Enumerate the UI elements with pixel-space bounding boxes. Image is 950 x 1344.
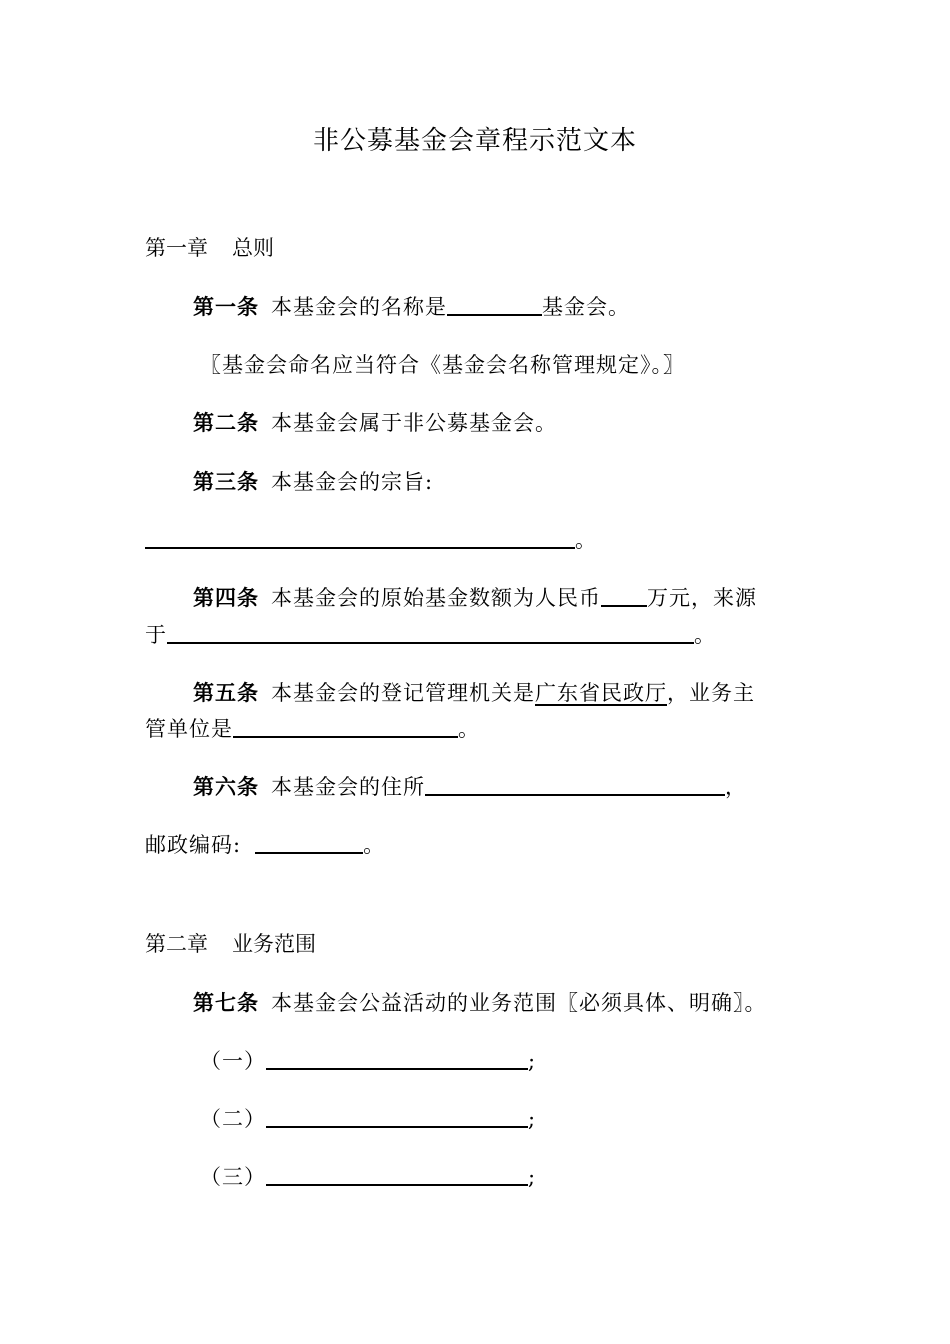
postal-code-label: 邮政编码: [145, 833, 242, 857]
article-1 [193, 291, 630, 321]
article-4 [193, 582, 757, 612]
article-4-text-a: 本基金会的原始基金数额为人民币 [271, 586, 601, 610]
article-7-label: 第七条 [193, 991, 259, 1015]
list-item-end: ; [528, 1165, 537, 1189]
article-1-note: 〖基金会命名应当符合《基金会名称管理规定》。〗 [200, 353, 685, 377]
chapter-1-label: 第一章 [145, 236, 208, 260]
document-title: 非公募基金会章程示范文本 [312, 126, 637, 156]
list-item-end: ; [528, 1107, 537, 1131]
supervising-unit-blank [233, 714, 458, 738]
article-3-end: 。 [575, 528, 597, 552]
article-6-text-a: 本基金会的住所 [271, 775, 425, 799]
list-item-end: ; [528, 1049, 537, 1073]
article-1-text-a: 本基金会的名称是 [271, 295, 447, 319]
article-7-text: 本基金会公益活动的业务范围〖必须具体、明确〗。 [271, 991, 767, 1015]
chapter-2-heading [145, 928, 316, 958]
address-blank [425, 772, 725, 796]
article-5-text-a: 本基金会的登记管理机关是 [271, 681, 535, 705]
list-item [200, 1103, 536, 1133]
article-6-end: ， [725, 775, 747, 799]
article-1-label: 第一条 [193, 295, 259, 319]
list-item [200, 1161, 536, 1191]
list-item-number: （一） [200, 1049, 266, 1073]
postal-code-line [145, 829, 385, 859]
article-5 [193, 677, 755, 707]
article-1-text-b: 基金会。 [542, 295, 630, 319]
article-4-end: 。 [694, 623, 716, 647]
list-item-blank [266, 1046, 528, 1070]
article-5-text-b: ，业务主 [667, 681, 755, 705]
foundation-name-blank [447, 292, 542, 316]
article-5-label: 第五条 [193, 681, 259, 705]
chapter-2-name: 业务范围 [232, 932, 316, 956]
purpose-blank [145, 525, 575, 549]
article-3-text: 本基金会的宗旨: [271, 470, 434, 494]
list-item-blank [266, 1104, 528, 1128]
fund-amount-blank [601, 583, 647, 607]
postal-code-blank [255, 830, 363, 854]
list-item-blank [266, 1162, 528, 1186]
article-7 [193, 987, 767, 1017]
chapter-1-name: 总则 [232, 236, 274, 260]
registration-authority: 广东省民政厅 [535, 681, 667, 705]
article-5-end: 。 [458, 717, 480, 741]
list-item [200, 1045, 536, 1075]
list-item-number: （三） [200, 1165, 266, 1189]
article-4-text-b: 万元，来源 [647, 586, 757, 610]
article-2-text: 本基金会属于非公募基金会。 [271, 411, 557, 435]
article-6 [193, 771, 747, 801]
article-6-label: 第六条 [193, 775, 259, 799]
list-item-number: （二） [200, 1107, 266, 1131]
chapter-2-label: 第二章 [145, 932, 208, 956]
chapter-1-heading [145, 232, 274, 262]
article-3-purpose-line [145, 524, 597, 554]
article-2 [193, 407, 557, 437]
article-2-label: 第二条 [193, 411, 259, 435]
article-4-cont [145, 619, 716, 649]
article-3-label: 第三条 [193, 470, 259, 494]
article-4-text-c: 于 [145, 623, 167, 647]
article-4-label: 第四条 [193, 586, 259, 610]
fund-source-blank [167, 620, 694, 644]
article-5-cont [145, 713, 480, 743]
article-5-text-c: 管单位是 [145, 717, 233, 741]
article-3 [193, 466, 433, 496]
postal-code-end: 。 [363, 833, 386, 857]
